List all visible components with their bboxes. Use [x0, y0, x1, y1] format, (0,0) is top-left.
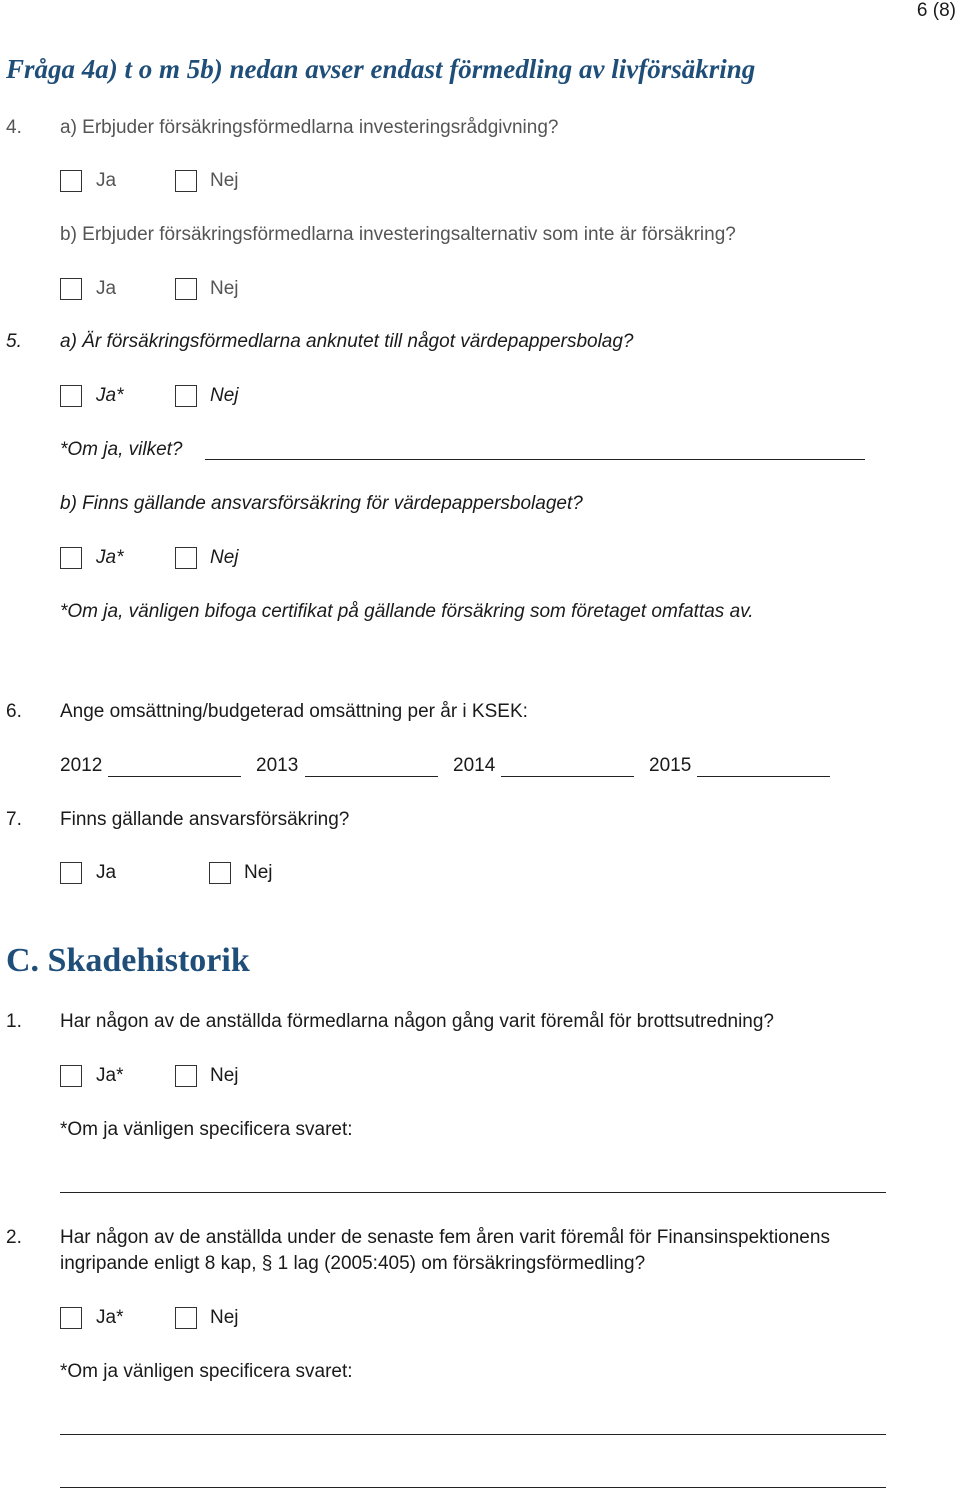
q6-question: Ange omsättning/budgeterad omsättning per år i KSEK: — [60, 701, 528, 722]
q6-input-2013[interactable] — [305, 776, 438, 777]
q5b-yes-checkbox[interactable] — [60, 547, 82, 569]
section-title: Fråga 4a) t o m 5b) nedan avser endast förmedling av livförsäkring — [6, 54, 756, 84]
q6-year-2015: 2015 — [649, 755, 692, 776]
c2-no-label: Nej — [210, 1307, 239, 1328]
q6-number: 6. — [6, 701, 22, 722]
q4a-no-checkbox[interactable] — [175, 170, 197, 192]
q5-number: 5. — [6, 331, 22, 352]
c2-no-checkbox[interactable] — [175, 1307, 197, 1329]
c2-note: *Om ja vänligen specificera svaret: — [60, 1361, 353, 1382]
c2-answer-line-1[interactable] — [60, 1434, 886, 1435]
q6-input-2014[interactable] — [501, 776, 634, 777]
q4a-yes-label: Ja — [96, 170, 117, 191]
c2-yes-checkbox[interactable] — [60, 1307, 82, 1329]
q4b-no-checkbox[interactable] — [175, 278, 197, 300]
c1-yes-label: Ja* — [96, 1065, 124, 1086]
c2-answer-line-2[interactable] — [60, 1487, 886, 1488]
q4b-question: b) Erbjuder försäkringsförmedlarna investeringsalternativ som inte är försäkring? — [60, 224, 736, 245]
q6-year-2014: 2014 — [453, 755, 496, 776]
q7-question: Finns gällande ansvarsförsäkring? — [60, 809, 350, 830]
q5a-yes-checkbox[interactable] — [60, 385, 82, 407]
q5b-no-label: Nej — [210, 547, 239, 568]
q4b-yes-label: Ja — [96, 278, 117, 299]
q6-year-2012: 2012 — [60, 755, 103, 776]
q4b-no-label: Nej — [210, 278, 239, 299]
q5b-question: b) Finns gällande ansvarsförsäkring för värdepappersbolaget? — [60, 493, 583, 514]
q4a-question: a) Erbjuder försäkringsförmedlarna investeringsrådgivning? — [60, 117, 559, 138]
q7-number: 7. — [6, 809, 22, 830]
c1-number: 1. — [6, 1011, 22, 1032]
q4a-yes-checkbox[interactable] — [60, 170, 82, 192]
c2-question-line1: Har någon av de anställda under de senaste fem åren varit föremål för Finansinspektionens — [60, 1227, 830, 1248]
c1-answer-line[interactable] — [60, 1192, 886, 1193]
section-c-heading: C. Skadehistorik — [6, 942, 250, 979]
q5a-question: a) Är försäkringsförmedlarna anknutet till något värdepappersbolag? — [60, 331, 634, 352]
q5b-note: *Om ja, vänligen bifoga certifikat på gällande försäkring som företaget omfattas av. — [60, 601, 754, 622]
q5a-which-label: *Om ja, vilket? — [60, 439, 183, 460]
q4b-yes-checkbox[interactable] — [60, 278, 82, 300]
c2-yes-label: Ja* — [96, 1307, 124, 1328]
q7-no-checkbox[interactable] — [209, 862, 231, 884]
q5a-no-label: Nej — [210, 385, 239, 406]
q5a-no-checkbox[interactable] — [175, 385, 197, 407]
q5b-no-checkbox[interactable] — [175, 547, 197, 569]
page-number: 6 (8) — [916, 0, 956, 21]
q4a-no-label: Nej — [210, 170, 239, 191]
q5a-yes-label: Ja* — [96, 385, 124, 406]
c1-no-checkbox[interactable] — [175, 1065, 197, 1087]
c1-question: Har någon av de anställda förmedlarna någon gång varit föremål för brottsutredning? — [60, 1011, 774, 1032]
q5a-which-input-line[interactable] — [205, 459, 865, 460]
c1-yes-checkbox[interactable] — [60, 1065, 82, 1087]
c1-note: *Om ja vänligen specificera svaret: — [60, 1119, 353, 1140]
q6-input-2012[interactable] — [108, 776, 241, 777]
q7-no-label: Nej — [244, 862, 273, 883]
c1-no-label: Nej — [210, 1065, 239, 1086]
c2-question-line2: ingripande enligt 8 kap, § 1 lag (2005:405) om försäkringsförmedling? — [60, 1253, 646, 1274]
q7-yes-checkbox[interactable] — [60, 862, 82, 884]
q6-input-2015[interactable] — [697, 776, 830, 777]
c2-number: 2. — [6, 1227, 22, 1248]
q6-year-2013: 2013 — [256, 755, 299, 776]
q7-yes-label: Ja — [96, 862, 117, 883]
q4-number: 4. — [6, 117, 22, 138]
q5b-yes-label: Ja* — [96, 547, 124, 568]
